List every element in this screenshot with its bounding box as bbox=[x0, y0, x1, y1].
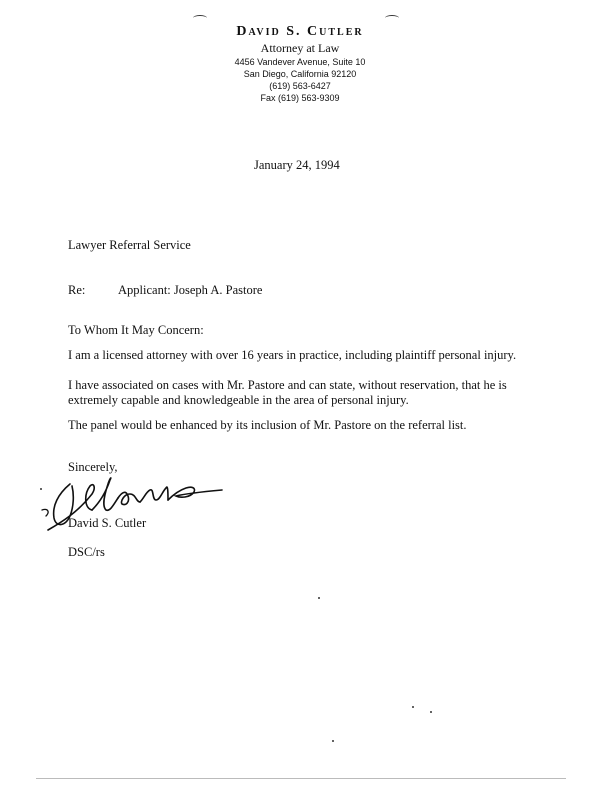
letterhead-fax: Fax (619) 563-9309 bbox=[260, 93, 340, 103]
scan-speck bbox=[430, 711, 432, 713]
closing: Sincerely, bbox=[68, 460, 118, 474]
paragraph-2-line2: extremely capable and knowledgeable in the area of personal injury. bbox=[68, 393, 409, 407]
paragraph-3: The panel would be enhanced by its inclusion of Mr. Pastore on the referral list. bbox=[68, 418, 467, 432]
letterhead-address-line1: 4456 Vandever Avenue, Suite 10 bbox=[234, 57, 366, 67]
scan-speck bbox=[332, 740, 334, 742]
letterhead-address-line2: San Diego, California 92120 bbox=[243, 69, 357, 79]
letter-date: January 24, 1994 bbox=[254, 158, 340, 172]
letterhead-title: Attorney at Law bbox=[260, 41, 340, 55]
re-label: Re: bbox=[68, 283, 86, 297]
scan-mark-right bbox=[385, 15, 399, 21]
re-text: Applicant: Joseph A. Pastore bbox=[118, 283, 263, 297]
salutation: To Whom It May Concern: bbox=[68, 323, 204, 337]
scan-edge-line bbox=[36, 778, 566, 779]
letterhead-name: David S. Cutler bbox=[236, 24, 364, 39]
scan-mark-left bbox=[193, 15, 207, 21]
typist-initials: DSC/rs bbox=[68, 545, 105, 559]
scan-speck bbox=[412, 706, 414, 708]
letterhead-phone: (619) 563-6427 bbox=[269, 81, 331, 91]
paragraph-2-line1: I have associated on cases with Mr. Pastore and can state, without reservation, that he is bbox=[68, 378, 507, 392]
scan-speck bbox=[318, 597, 320, 599]
recipient: Lawyer Referral Service bbox=[68, 238, 191, 252]
paragraph-1: I am a licensed attorney with over 16 years in practice, including plaintiff personal injury. bbox=[68, 348, 517, 362]
signature-name: David S. Cutler bbox=[68, 516, 147, 530]
scan-speck bbox=[40, 488, 42, 490]
